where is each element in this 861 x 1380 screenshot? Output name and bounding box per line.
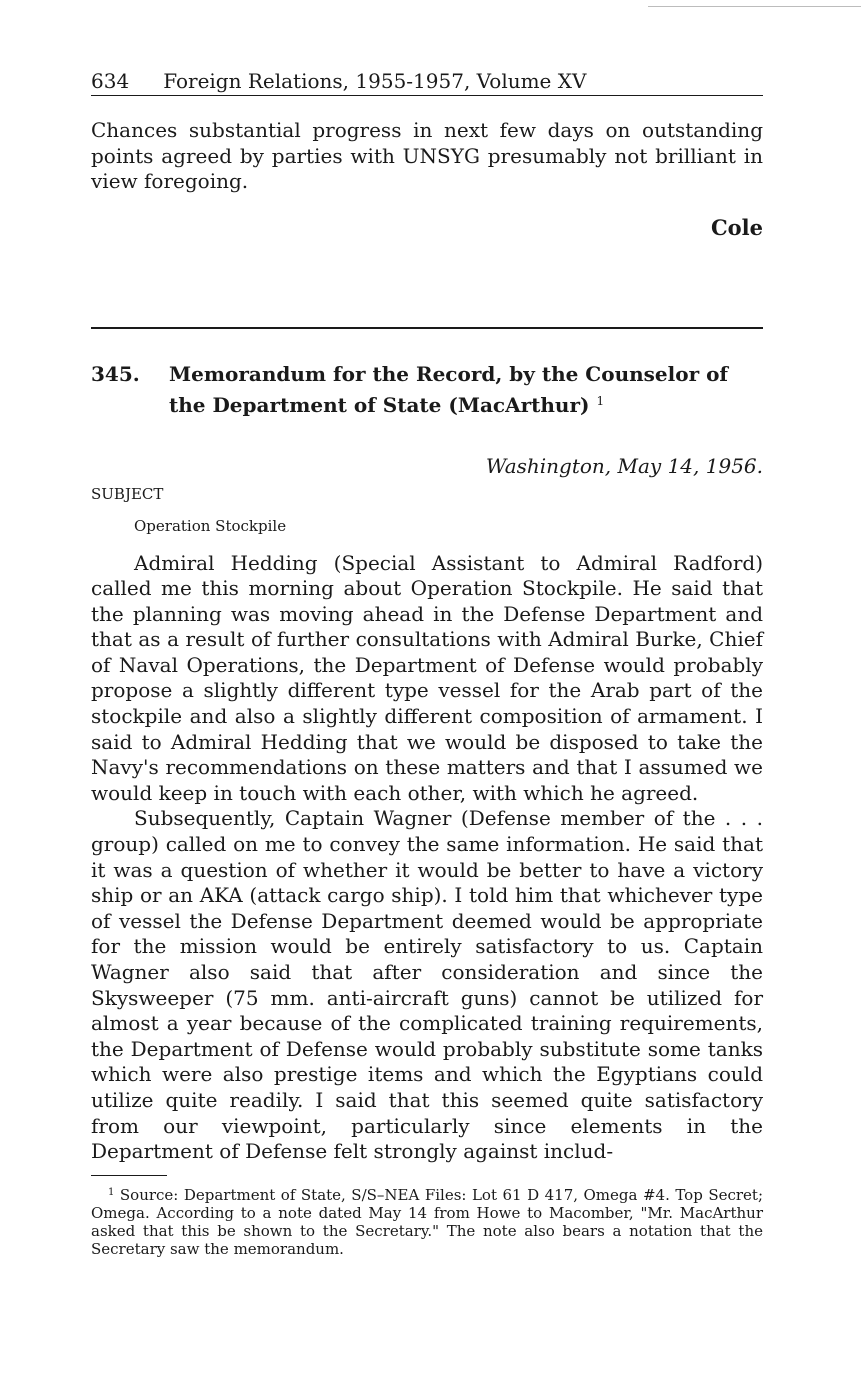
footnote <box>91 1184 763 1258</box>
document-heading <box>91 361 763 419</box>
page <box>91 68 763 1273</box>
running-header <box>91 68 763 96</box>
footnote-marker: 1 <box>108 1186 115 1198</box>
footnote-text: Source: Department of State, S/S–NEA Files: Lot 61 D 417, Omega #4. Top Secret; Omega. According to a note dated May 14 from Howe to Macomber, "Mr. MacArthur asked that this be shown to the Secretary." The note also bears a notation that the Secretary saw the memorandum. <box>91 1185 763 1258</box>
body-paragraph-1: Admiral Hedding (Special Assistant to Admiral Radford) called me this morning about Operation Stockpile. He said that the planning was moving ahead in the Defense Department and that as a result of further consultations with Admiral Burke, Chief of Naval Operations, the Department of Defense would probably propose a slightly different type vessel for the Arab part of the stockpile and also a slightly different composition of armament. I said to Admiral Hedding that we would be disposed to take the Navy's recommendations on these matters and that I assumed we would keep in touch with each other, with which he agreed. <box>91 550 763 805</box>
document-title: Memorandum for the Record, by the Counselor of the Department of State (MacArthur) <box>169 361 729 417</box>
previous-document-signature: Cole <box>710 214 763 240</box>
body-paragraph-2: Subsequently, Captain Wagner (Defense member of the . . . group) called on me to convey the same information. He said that it was a question of whether it would be better to have a victory ship or an AKA (attack cargo ship). I told him that whichever type of vessel the Defense Department deemed would be appropriate for the mission would be entirely satisfactory to us. Captain Wagner also said that after consideration and since the Skysweeper (75 mm. anti-aircraft guns) cannot be utilized for almost a year because of the complicated training requirements, the Department of Defense would probably substitute some tanks which were also prestige items and which the Egyptians could utilize quite readily. I said that this seemed quite satisfactory from our viewpoint, particularly since elements in the Department of Defense felt strongly against includ- <box>91 806 763 1164</box>
document-title-wrapper <box>169 361 763 419</box>
subject-label: SUBJECT <box>91 484 164 503</box>
previous-document-closing-text: Chances substantial progress in next few days on outstanding points agreed by parties with UNSYG presumably not brilliant in view foregoing. <box>91 118 763 193</box>
scan-edge-rule <box>648 6 861 7</box>
footnote-reference[interactable]: 1 <box>596 393 605 408</box>
dateline: Washington, May 14, 1956. <box>485 453 763 478</box>
subject-value: Operation Stockpile <box>134 516 287 535</box>
footnote-divider <box>91 1175 167 1176</box>
document-divider <box>91 327 763 329</box>
document-number: 345. <box>91 361 140 386</box>
page-number: 634 <box>91 69 130 93</box>
volume-title: Foreign Relations, 1955-1957, Volume XV <box>163 69 587 93</box>
